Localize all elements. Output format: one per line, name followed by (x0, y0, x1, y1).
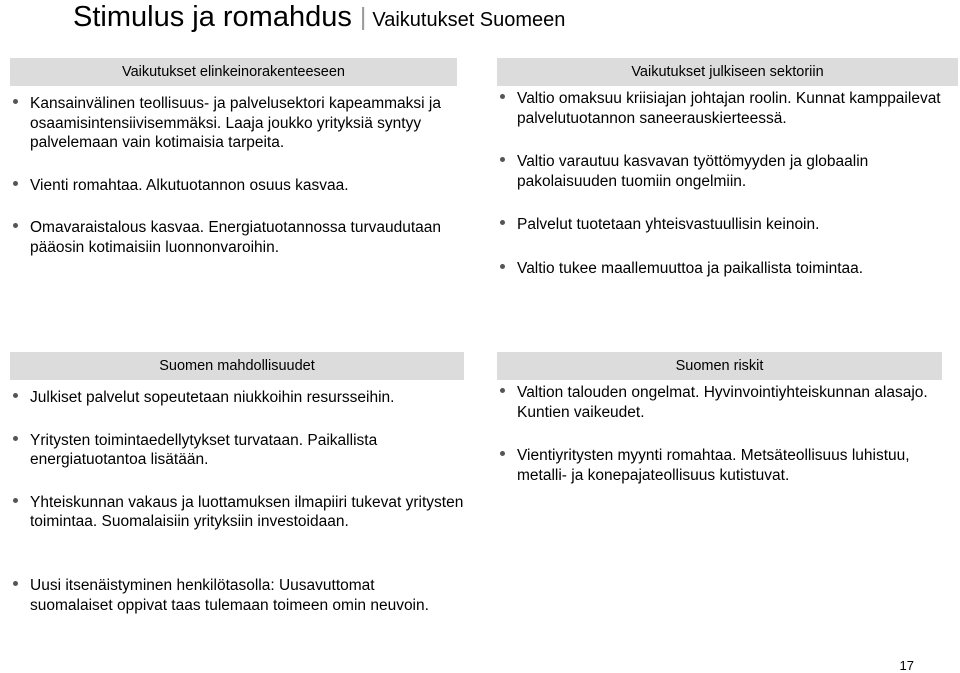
list-item: Valtion talouden ongelmat. Hyvinvointiyhteiskunnan alasajo. Kuntien vaikeudet. (497, 383, 942, 422)
page-number: 17 (899, 658, 914, 673)
slide-title-row (73, 0, 565, 36)
section-heading: Suomen mahdollisuudet (10, 352, 464, 380)
bullet-list (10, 94, 457, 257)
page-subtitle: Vaikutukset Suomeen (372, 9, 566, 31)
section-finland-opportunities (10, 352, 464, 532)
list-item: Kansainvälinen teollisuus- ja palvelusektori kapeammaksi ja osaamisintensiivisemmäksi. Laaja joukko yrityksiä syntyy palvelemaan vain kotimaisia tarpeita. (10, 94, 457, 153)
section-heading: Vaikutukset elinkeinorakenteeseen (10, 58, 457, 86)
list-item: Yritysten toimintaedellytykset turvataan. Paikallista energiatuotantoa lisätään. (10, 431, 464, 470)
section-heading: Suomen riskit (497, 352, 942, 380)
list-item: Vienti romahtaa. Alkutuotannon osuus kasvaa. (10, 176, 457, 196)
list-item: Vientiyritysten myynti romahtaa. Metsäteollisuus luhistuu, metalli- ja konepajateollisuus kutistuvat. (497, 446, 942, 485)
section-finland-risks (497, 352, 942, 485)
list-item: Omavaraistalous kasvaa. Energiatuotannossa turvaudutaan pääosin kotimaisiin luonnonvaroihin. (10, 218, 457, 257)
section-public-sector-impacts (497, 58, 958, 278)
list-item: Uusi itsenäistyminen henkilötasolla: Uusavuttomat suomalaiset oppivat taas tulemaan toimeen omin neuvoin. (10, 576, 450, 615)
bullet-list (10, 388, 464, 532)
list-item: Julkiset palvelut sopeutetaan niukkoihin resursseihin. (10, 388, 464, 408)
list-item: Valtio omaksuu kriisiajan johtajan roolin. Kunnat kamppailevat palvelutuotannon saneerauskierteessä. (497, 89, 958, 128)
bullet-list-bottom (10, 576, 450, 615)
section-heading: Vaikutukset julkiseen sektoriin (497, 58, 958, 86)
bullet-list (497, 89, 958, 278)
list-item: Palvelut tuotetaan yhteisvastuullisin keinoin. (497, 215, 958, 235)
list-item: Yhteiskunnan vakaus ja luottamuksen ilmapiiri tukevat yritysten toimintaa. Suomalaisiin yrityksiin investoidaan. (10, 493, 464, 532)
bullet-list (497, 383, 942, 485)
title-separator: | (359, 3, 367, 31)
section-industry-impacts (10, 58, 457, 257)
list-item: Valtio tukee maallemuuttoa ja paikallista toimintaa. (497, 259, 958, 279)
list-item: Valtio varautuu kasvavan työttömyyden ja globaalin pakolaisuuden tuomiin ongelmiin. (497, 152, 958, 191)
page-title: Stimulus ja romahdus (73, 1, 352, 33)
